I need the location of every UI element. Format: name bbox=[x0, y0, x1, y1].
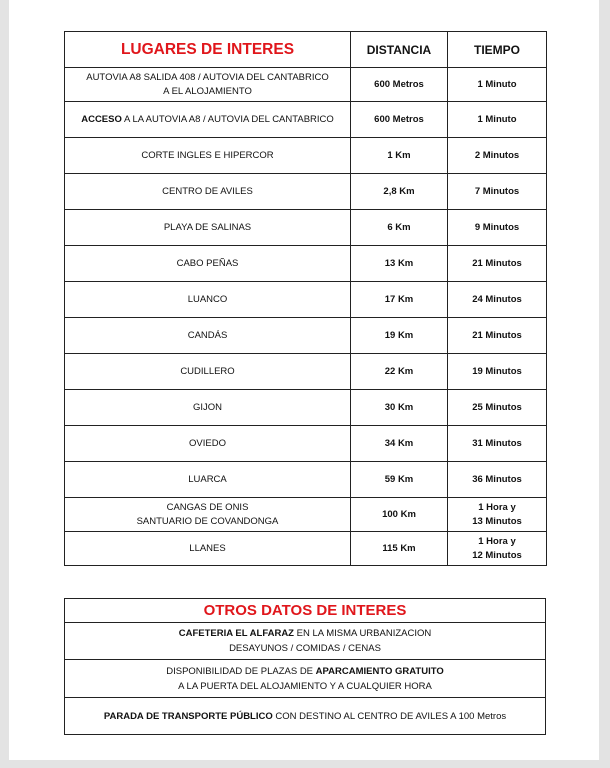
distance-cell: 13 Km bbox=[351, 246, 448, 282]
header-places: LUGARES DE INTERES bbox=[65, 32, 351, 68]
place-cell bbox=[65, 68, 351, 102]
place-cell: CUDILLERO bbox=[65, 354, 351, 390]
time-cell: 1 Minuto bbox=[448, 68, 547, 102]
place-cell: GIJON bbox=[65, 390, 351, 426]
distance-cell: 17 Km bbox=[351, 282, 448, 318]
place-line1: AUTOVIA A8 SALIDA 408 / AUTOVIA DEL CANTABRICO bbox=[86, 71, 329, 83]
place-cell bbox=[65, 498, 351, 532]
left-border bbox=[0, 0, 9, 768]
table-row bbox=[65, 138, 547, 174]
time-cell: 31 Minutos bbox=[448, 426, 547, 462]
table-row bbox=[65, 426, 547, 462]
table-row bbox=[65, 354, 547, 390]
cafeteria-rest: EN LA MISMA URBANIZACION bbox=[293, 628, 432, 639]
place-rest: A LA AUTOVIA A8 / AUTOVIA DEL CANTABRICO bbox=[121, 113, 334, 125]
table-row bbox=[65, 174, 547, 210]
time-cell: 24 Minutos bbox=[448, 282, 547, 318]
time-cell: 1 Minuto bbox=[448, 102, 547, 138]
place-cell: OVIEDO bbox=[65, 426, 351, 462]
table-row bbox=[65, 282, 547, 318]
time-cell: 19 Minutos bbox=[448, 354, 547, 390]
other-info-title: OTROS DATOS DE INTERES bbox=[65, 599, 545, 623]
table-row bbox=[65, 210, 547, 246]
place-cell: CORTE INGLES E HIPERCOR bbox=[65, 138, 351, 174]
table-row bbox=[65, 246, 547, 282]
distance-cell: 22 Km bbox=[351, 354, 448, 390]
places-table bbox=[64, 31, 547, 566]
distance-cell: 115 Km bbox=[351, 532, 448, 566]
place-line2: SANTUARIO DE COVANDONGA bbox=[136, 515, 279, 527]
place-bold: ACCESO bbox=[81, 113, 122, 125]
distance-cell: 6 Km bbox=[351, 210, 448, 246]
place-cell: LLANES bbox=[65, 532, 351, 566]
place-cell: PLAYA DE SALINAS bbox=[65, 210, 351, 246]
place-cell bbox=[65, 102, 351, 138]
time-cell: 7 Minutos bbox=[448, 174, 547, 210]
table-row bbox=[65, 390, 547, 426]
cafeteria-meals: DESAYUNOS / COMIDAS / CENAS bbox=[229, 643, 381, 654]
distance-cell: 600 Metros bbox=[351, 68, 448, 102]
table-header-row bbox=[65, 32, 547, 68]
cafeteria-name: CAFETERIA EL ALFARAZ bbox=[178, 628, 294, 639]
distance-cell: 2,8 Km bbox=[351, 174, 448, 210]
distance-cell: 34 Km bbox=[351, 426, 448, 462]
time-cell: 21 Minutos bbox=[448, 246, 547, 282]
table-row bbox=[65, 102, 547, 138]
place-cell: LUARCA bbox=[65, 462, 351, 498]
distance-cell: 30 Km bbox=[351, 390, 448, 426]
parking-detail: A LA PUERTA DEL ALOJAMIENTO Y A CUALQUIER HORA bbox=[178, 680, 432, 692]
cafeteria-info bbox=[65, 623, 545, 660]
table-row bbox=[65, 318, 547, 354]
bottom-border bbox=[0, 760, 610, 768]
place-line2: A EL ALOJAMIENTO bbox=[163, 85, 252, 97]
transport-bold: PARADA DE TRANSPORTE PÚBLICO bbox=[103, 710, 273, 722]
distance-cell: 59 Km bbox=[351, 462, 448, 498]
time-cell: 36 Minutos bbox=[448, 462, 547, 498]
time-cell: 21 Minutos bbox=[448, 318, 547, 354]
table-row bbox=[65, 462, 547, 498]
time-line2: 12 Minutos bbox=[472, 549, 522, 561]
time-cell bbox=[448, 498, 547, 532]
time-line1: 1 Hora y bbox=[478, 501, 516, 513]
transport-rest: CON DESTINO AL CENTRO DE AVILES A 100 Metros bbox=[272, 710, 507, 722]
distance-cell: 1 Km bbox=[351, 138, 448, 174]
parking-info bbox=[65, 660, 545, 698]
parking-pre: DISPONIBILIDAD DE PLAZAS DE bbox=[166, 665, 316, 677]
time-line1: 1 Hora y bbox=[478, 535, 516, 547]
time-line2: 13 Minutos bbox=[472, 515, 522, 527]
header-distance: DISTANCIA bbox=[351, 32, 448, 68]
table-row bbox=[65, 68, 547, 102]
distance-cell: 19 Km bbox=[351, 318, 448, 354]
distance-cell: 600 Metros bbox=[351, 102, 448, 138]
time-cell: 2 Minutos bbox=[448, 138, 547, 174]
place-line1: CANGAS DE ONIS bbox=[166, 501, 249, 513]
place-cell: CABO PEÑAS bbox=[65, 246, 351, 282]
other-info-box bbox=[64, 598, 546, 735]
transport-info bbox=[65, 698, 545, 734]
place-cell: CENTRO DE AVILES bbox=[65, 174, 351, 210]
distance-cell: 100 Km bbox=[351, 498, 448, 532]
time-cell bbox=[448, 532, 547, 566]
right-border bbox=[599, 0, 610, 768]
parking-bold: APARCAMIENTO GRATUITO bbox=[315, 665, 444, 677]
time-cell: 9 Minutos bbox=[448, 210, 547, 246]
header-time: TIEMPO bbox=[448, 32, 547, 68]
table-row bbox=[65, 532, 547, 566]
table-row bbox=[65, 498, 547, 532]
time-cell: 25 Minutos bbox=[448, 390, 547, 426]
place-cell: CANDÁS bbox=[65, 318, 351, 354]
place-cell: LUANCO bbox=[65, 282, 351, 318]
